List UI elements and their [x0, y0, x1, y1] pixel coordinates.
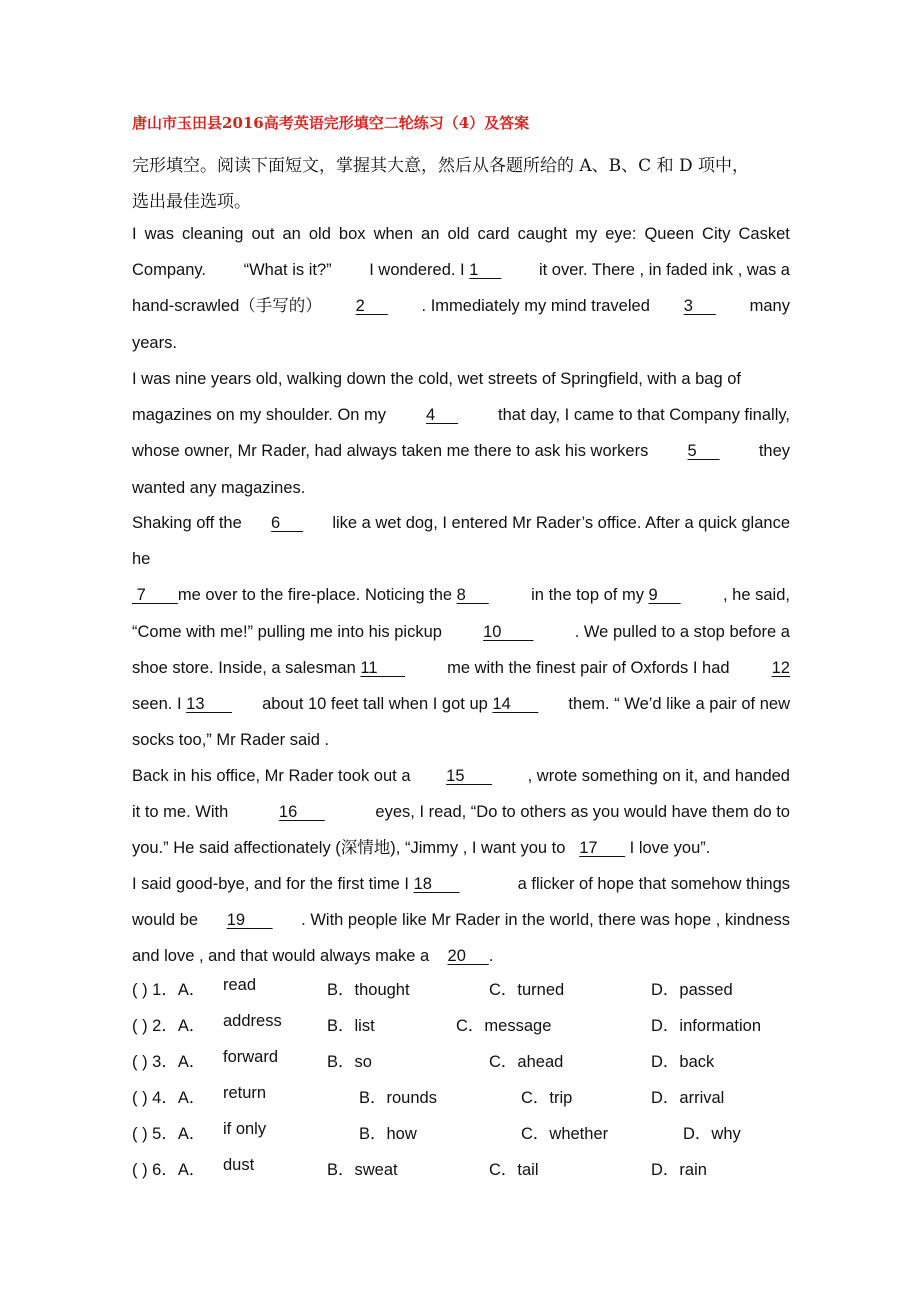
p5-line-3: and love , and that would always make a 20 . — [132, 938, 790, 974]
p3-line-7: socks too,” Mr Rader said . — [132, 731, 330, 750]
option-row-6 — [132, 1156, 792, 1192]
instruction-line-1: 完形填空。阅读下面短文，掌握其大意，然后从各题所给的 A、B、C 和 D 项中， — [132, 156, 750, 176]
blank-13[interactable]: 13 — [186, 694, 232, 713]
option-number: ( ) 6．A． — [132, 1161, 206, 1179]
blank-9[interactable]: 9 — [648, 586, 681, 605]
option-d[interactable]: D．rain — [651, 1161, 707, 1179]
paragraph-5 — [132, 866, 790, 975]
option-d[interactable]: D．back — [651, 1053, 715, 1071]
blank-15[interactable]: 15 — [446, 767, 492, 785]
option-c[interactable]: C．ahead — [489, 1053, 564, 1071]
p1-line-4: years. — [132, 333, 177, 352]
blank-11[interactable]: 11 — [360, 658, 406, 677]
paragraph-4 — [132, 758, 790, 867]
document-title: 唐山市玉田县2016高考英语完形填空二轮练习（4）及答案 — [132, 114, 530, 132]
p3-line-5: shoe store. Inside, a salesman 11 me with the finest pair of Oxfords I had 12 — [132, 650, 790, 686]
p1-line-1: I was cleaning out an old box when an old card caught my eye: Queen City Casket — [132, 225, 790, 243]
option-number: ( ) 5．A． — [132, 1125, 206, 1143]
option-b[interactable]: B．how — [359, 1125, 417, 1143]
blank-16[interactable]: 16 — [278, 803, 325, 822]
option-c[interactable]: C．whether — [521, 1125, 609, 1143]
option-number: ( ) 3．A． — [132, 1053, 206, 1071]
p3-line-1: Shaking off the 6 like a wet dog, I entered Mr Rader’s office. After a quick glance — [132, 505, 790, 541]
option-b[interactable]: B．list — [327, 1017, 375, 1035]
option-d[interactable]: D．passed — [651, 981, 733, 999]
option-number: ( ) 1．A． — [132, 981, 206, 999]
blank-20[interactable]: 20 — [447, 947, 489, 966]
blank-7[interactable]: 7 — [132, 586, 178, 605]
p3-line-4: “Come with me!” pulling me into his pickup 10 . We pulled to a stop before a — [132, 614, 790, 650]
option-row-4 — [132, 1084, 792, 1120]
option-a[interactable]: if only — [223, 1120, 267, 1138]
p3-line-3: 7 me over to the fire-place. Noticing the 8 in the top of my 9 , he said, — [132, 586, 790, 605]
option-d[interactable]: D．why — [683, 1125, 741, 1143]
blank-5[interactable]: 5 — [687, 442, 720, 461]
p3-line-6: seen. I 13 about 10 feet tall when I got up 14 them. “ We’d like a pair of new — [132, 694, 790, 713]
option-b[interactable]: B．so — [327, 1053, 372, 1071]
option-b[interactable]: B．thought — [327, 981, 410, 999]
option-a[interactable]: forward — [223, 1048, 279, 1066]
blank-10[interactable]: 10 — [483, 622, 534, 641]
option-d[interactable]: D．arrival — [651, 1089, 725, 1107]
option-d[interactable]: D．information — [651, 1017, 762, 1035]
option-c[interactable]: C．message — [456, 1017, 552, 1035]
option-a[interactable]: read — [223, 976, 257, 994]
paragraph-3 — [132, 505, 790, 758]
instructions — [132, 148, 792, 220]
blank-3[interactable]: 3 — [683, 297, 716, 316]
blank-14[interactable]: 14 — [492, 694, 539, 713]
option-row-2 — [132, 1012, 792, 1048]
p1-line-3: hand-scrawled（手写的） 2 . Immediately my mind traveled 3 many — [132, 288, 790, 324]
option-b[interactable]: B．sweat — [327, 1161, 398, 1179]
p2-line-1: I was nine years old, walking down the cold, wet streets of Springfield, with a bag of — [132, 370, 741, 388]
option-c[interactable]: C．tail — [489, 1161, 539, 1179]
p5-line-1: I said good-bye, and for the first time I 18 a flicker of hope that somehow things — [132, 875, 790, 893]
p4-line-3: you.” He said affectionately (深情地), “Jimmy , I want you to 17 I love you”. — [132, 830, 790, 866]
paragraph-1 — [132, 216, 790, 361]
blank-1[interactable]: 1 — [469, 261, 502, 280]
option-a[interactable]: dust — [223, 1156, 255, 1174]
p5-line-2: would be 19 . With people like Mr Rader in the world, there was hope , kindness — [132, 902, 790, 938]
option-row-3 — [132, 1048, 792, 1084]
option-b[interactable]: B．rounds — [359, 1089, 437, 1107]
option-c[interactable]: C．turned — [489, 981, 565, 999]
blank-6[interactable]: 6 — [271, 514, 304, 532]
option-a[interactable]: address — [223, 1012, 282, 1030]
p2-line-4: wanted any magazines. — [132, 478, 306, 497]
blank-17[interactable]: 17 — [579, 839, 626, 858]
p3-line-2: he — [132, 550, 151, 569]
option-a[interactable]: return — [223, 1084, 267, 1102]
p1-line-2: Company. “What is it?” I wondered. I 1 it over. There , in faded ink , was a — [132, 261, 790, 280]
blank-18[interactable]: 18 — [413, 875, 460, 893]
blank-12[interactable]: 12 — [771, 658, 790, 677]
blank-19[interactable]: 19 — [226, 911, 273, 930]
p4-line-2: it to me. With 16 eyes, I read, “Do to others as you would have them do to — [132, 794, 790, 830]
option-row-5 — [132, 1120, 792, 1156]
instruction-line-2: 选出最佳选项。 — [132, 192, 251, 212]
blank-8[interactable]: 8 — [456, 586, 489, 605]
paragraph-2 — [132, 361, 790, 506]
p2-line-2: magazines on my shoulder. On my 4 that day, I came to that Company finally, — [132, 397, 790, 433]
option-number: ( ) 2．A． — [132, 1017, 206, 1035]
option-c[interactable]: C．trip — [521, 1089, 573, 1107]
blank-2[interactable]: 2 — [355, 297, 388, 316]
option-row-1 — [132, 976, 792, 1012]
blank-4[interactable]: 4 — [425, 406, 459, 425]
option-number: ( ) 4．A． — [132, 1089, 206, 1107]
p2-line-3: whose owner, Mr Rader, had always taken me there to ask his workers 5 they — [132, 433, 790, 469]
p4-line-1: Back in his office, Mr Rader took out a 15 , wrote something on it, and handed — [132, 758, 790, 794]
